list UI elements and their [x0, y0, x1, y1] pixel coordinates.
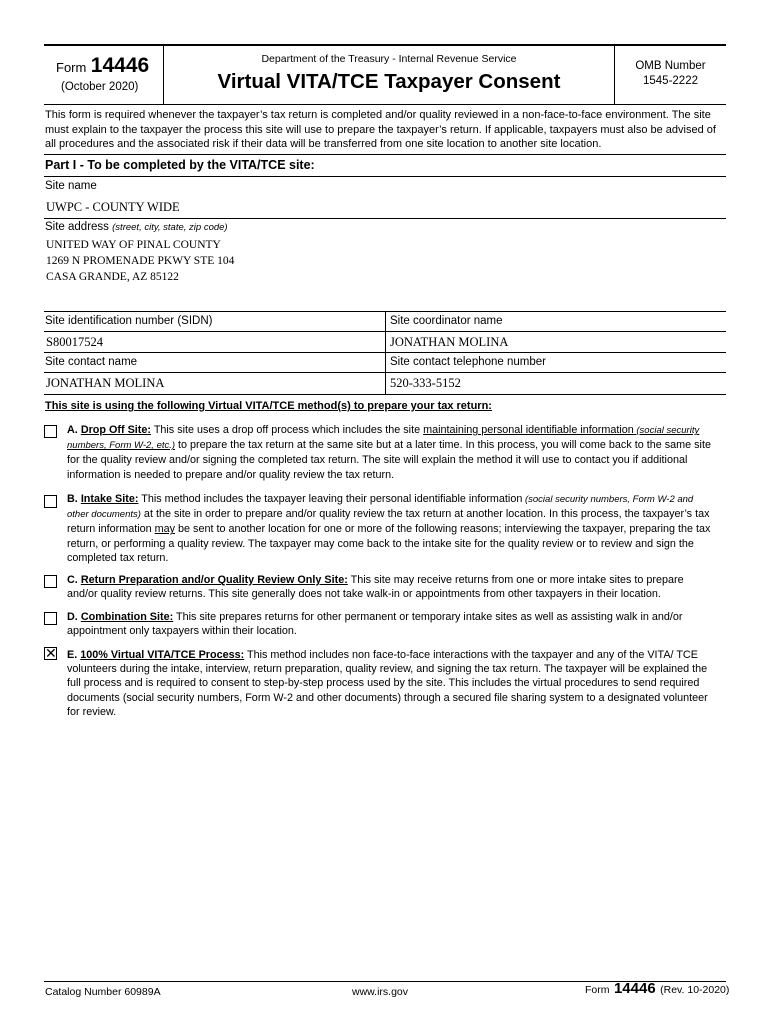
- website-link[interactable]: www.irs.gov: [352, 986, 409, 998]
- part1-top-rule: [44, 154, 726, 155]
- option-b-text1: This method includes the taxpayer leaving their personal identifiable information: [141, 493, 523, 505]
- option-e-checkbox[interactable]: [44, 647, 57, 660]
- part1-heading: Part I - To be completed by the VITA/TCE site:: [45, 158, 315, 172]
- checkmark-icon: ✕: [45, 645, 57, 661]
- address-line-2: 1269 N PROMENADE PKWY STE 104: [46, 255, 235, 267]
- option-e-title: 100% Virtual VITA/TCE Process:: [80, 649, 245, 661]
- option-d-checkbox[interactable]: [44, 612, 57, 625]
- option-a-text1: This site uses a drop off process which includes the site: [153, 424, 424, 436]
- sidn-mid-rule: [44, 331, 726, 332]
- form-title: Virtual VITA/TCE Taxpayer Consent: [217, 70, 561, 93]
- part1-heading-rule: [44, 176, 726, 177]
- omb-label: OMB Number: [635, 60, 706, 72]
- methods-heading: This site is using the following Virtual VITA/TCE method(s) to prepare your tax return:: [45, 400, 492, 412]
- contact-top-rule: [44, 352, 726, 353]
- option-c: [67, 573, 717, 601]
- option-c-text1: This site may receive returns from one or more intake sites to prepare and/or quality review returns. This site generally does not take walk-in or appointments from other taxpayers in their location.: [67, 574, 684, 601]
- site-name-field[interactable]: UWPC - COUNTY WIDE: [46, 200, 180, 214]
- option-b-title: Intake Site:: [80, 493, 139, 505]
- option-d-title: Combination Site:: [80, 611, 174, 623]
- footer-form-word: Form: [585, 984, 610, 996]
- option-c-letter: C.: [67, 574, 78, 586]
- header-bottom-rule: [44, 104, 726, 105]
- site-address-label: [45, 221, 228, 233]
- header-top-rule: [44, 44, 726, 46]
- sidn-label: Site identification number (SIDN): [45, 315, 213, 327]
- option-a-text2: to prepare the tax return at the same site but at a later time. In this process, you will come back to the same site for the quality review and/or signing the completed tax return. The site will explain the method it will use to contact you if additional information is needed to prepare and/or quality review the tax return.: [67, 439, 711, 481]
- omb-number: 1545-2222: [643, 75, 698, 87]
- option-a-text1-underlined: maintaining personal identifiable information: [423, 424, 634, 436]
- site-name-label: Site name: [45, 180, 97, 192]
- option-a-title: Drop Off Site:: [80, 424, 151, 436]
- site-name-rule: [44, 218, 726, 219]
- option-b-text2: at the site in order to prepare and/or quality review the tax return at another location. In this process, the taxpayer’s tax return information: [67, 508, 710, 536]
- phone-label: Site contact telephone number: [390, 356, 546, 368]
- grid-divider: [385, 311, 386, 395]
- footer-revision: (Rev. 10-2020): [660, 984, 730, 996]
- site-address-field[interactable]: [46, 237, 234, 285]
- form-date: (October 2020): [61, 81, 139, 93]
- catalog-number: Catalog Number 60989A: [45, 986, 161, 998]
- address-line-1: UNITED WAY OF PINAL COUNTY: [46, 239, 221, 251]
- coordinator-field[interactable]: JONATHAN MOLINA: [390, 335, 509, 349]
- form-word: Form: [56, 60, 87, 75]
- option-d: [67, 610, 717, 638]
- contact-mid-rule: [44, 372, 726, 373]
- option-b-text2-underlined: may: [154, 523, 176, 536]
- option-c-title: Return Preparation and/or Quality Review Only Site:: [80, 574, 348, 586]
- coordinator-label: Site coordinator name: [390, 315, 503, 327]
- site-address-label-text: Site address: [45, 221, 109, 233]
- option-e-text1: This method includes non face-to-face interactions with the taxpayer and any of the VITA/ TCE volunteers during the intake, interview, return preparation, quality review, and signing the tax return. The taxpayer will be explained the full process and is required to consent to step-by-step process used by the site. This includes the virtual procedures to send required documents (social security numbers, Form W-2 and other documents) through a secured file sharing system to a designated volunteer for review.: [67, 649, 708, 718]
- option-d-letter: D.: [67, 611, 78, 623]
- contact-label: Site contact name: [45, 356, 138, 368]
- site-address-hint: (street, city, state, zip code): [112, 222, 228, 233]
- form-number: 14446: [90, 54, 150, 77]
- option-a-letter: A.: [67, 424, 78, 436]
- option-e: [67, 648, 717, 719]
- footer-form-id: [585, 980, 730, 998]
- contact-bottom-rule: [44, 394, 726, 395]
- contact-field[interactable]: JONATHAN MOLINA: [46, 376, 165, 390]
- address-line-3: CASA GRANDE, AZ 85122: [46, 271, 179, 283]
- option-c-checkbox[interactable]: [44, 575, 57, 588]
- option-b-checkbox[interactable]: [44, 495, 57, 508]
- option-d-text1: This site prepares returns for other permanent or temporary intake sites as well as assisting walk in and/or appointment only taxpayers within their location.: [67, 611, 683, 638]
- option-b-italic: (social security numbers, Form W-2 and other documents): [67, 494, 694, 521]
- intro-paragraph: This form is required whenever the taxpayer’s tax return is completed and/or quality reviewed in a non-face-to-face environment. The site must explain to the taxpayer the process this site will use to prepare the taxpayer’s return. If applicable, taxpayers must also be advised of all procedures and the associated risk if their data will be transferred from one site location to another site location.: [45, 109, 716, 150]
- phone-field[interactable]: 520-333-5152: [390, 376, 461, 390]
- sidn-field[interactable]: S80017524: [46, 335, 103, 349]
- option-b-letter: B.: [67, 493, 78, 505]
- agency-name: Department of the Treasury - Internal Revenue Service: [261, 53, 517, 65]
- option-a: [67, 423, 717, 482]
- form-id: [56, 54, 149, 78]
- footer-form-number: 14446: [613, 980, 656, 997]
- option-a-italic: (social security numbers, Form W-2, etc.): [67, 425, 700, 452]
- option-b-text3: be sent to another location for one or more of the following reasons; interviewing the taxpayer, preparing the tax return, or performing a quality review. The taxpayer may come back to the intake site for the quality review or to review and sign the completed tax return.: [67, 523, 711, 564]
- option-b: [67, 492, 717, 565]
- option-a-checkbox[interactable]: [44, 425, 57, 438]
- option-e-letter: E.: [67, 649, 78, 661]
